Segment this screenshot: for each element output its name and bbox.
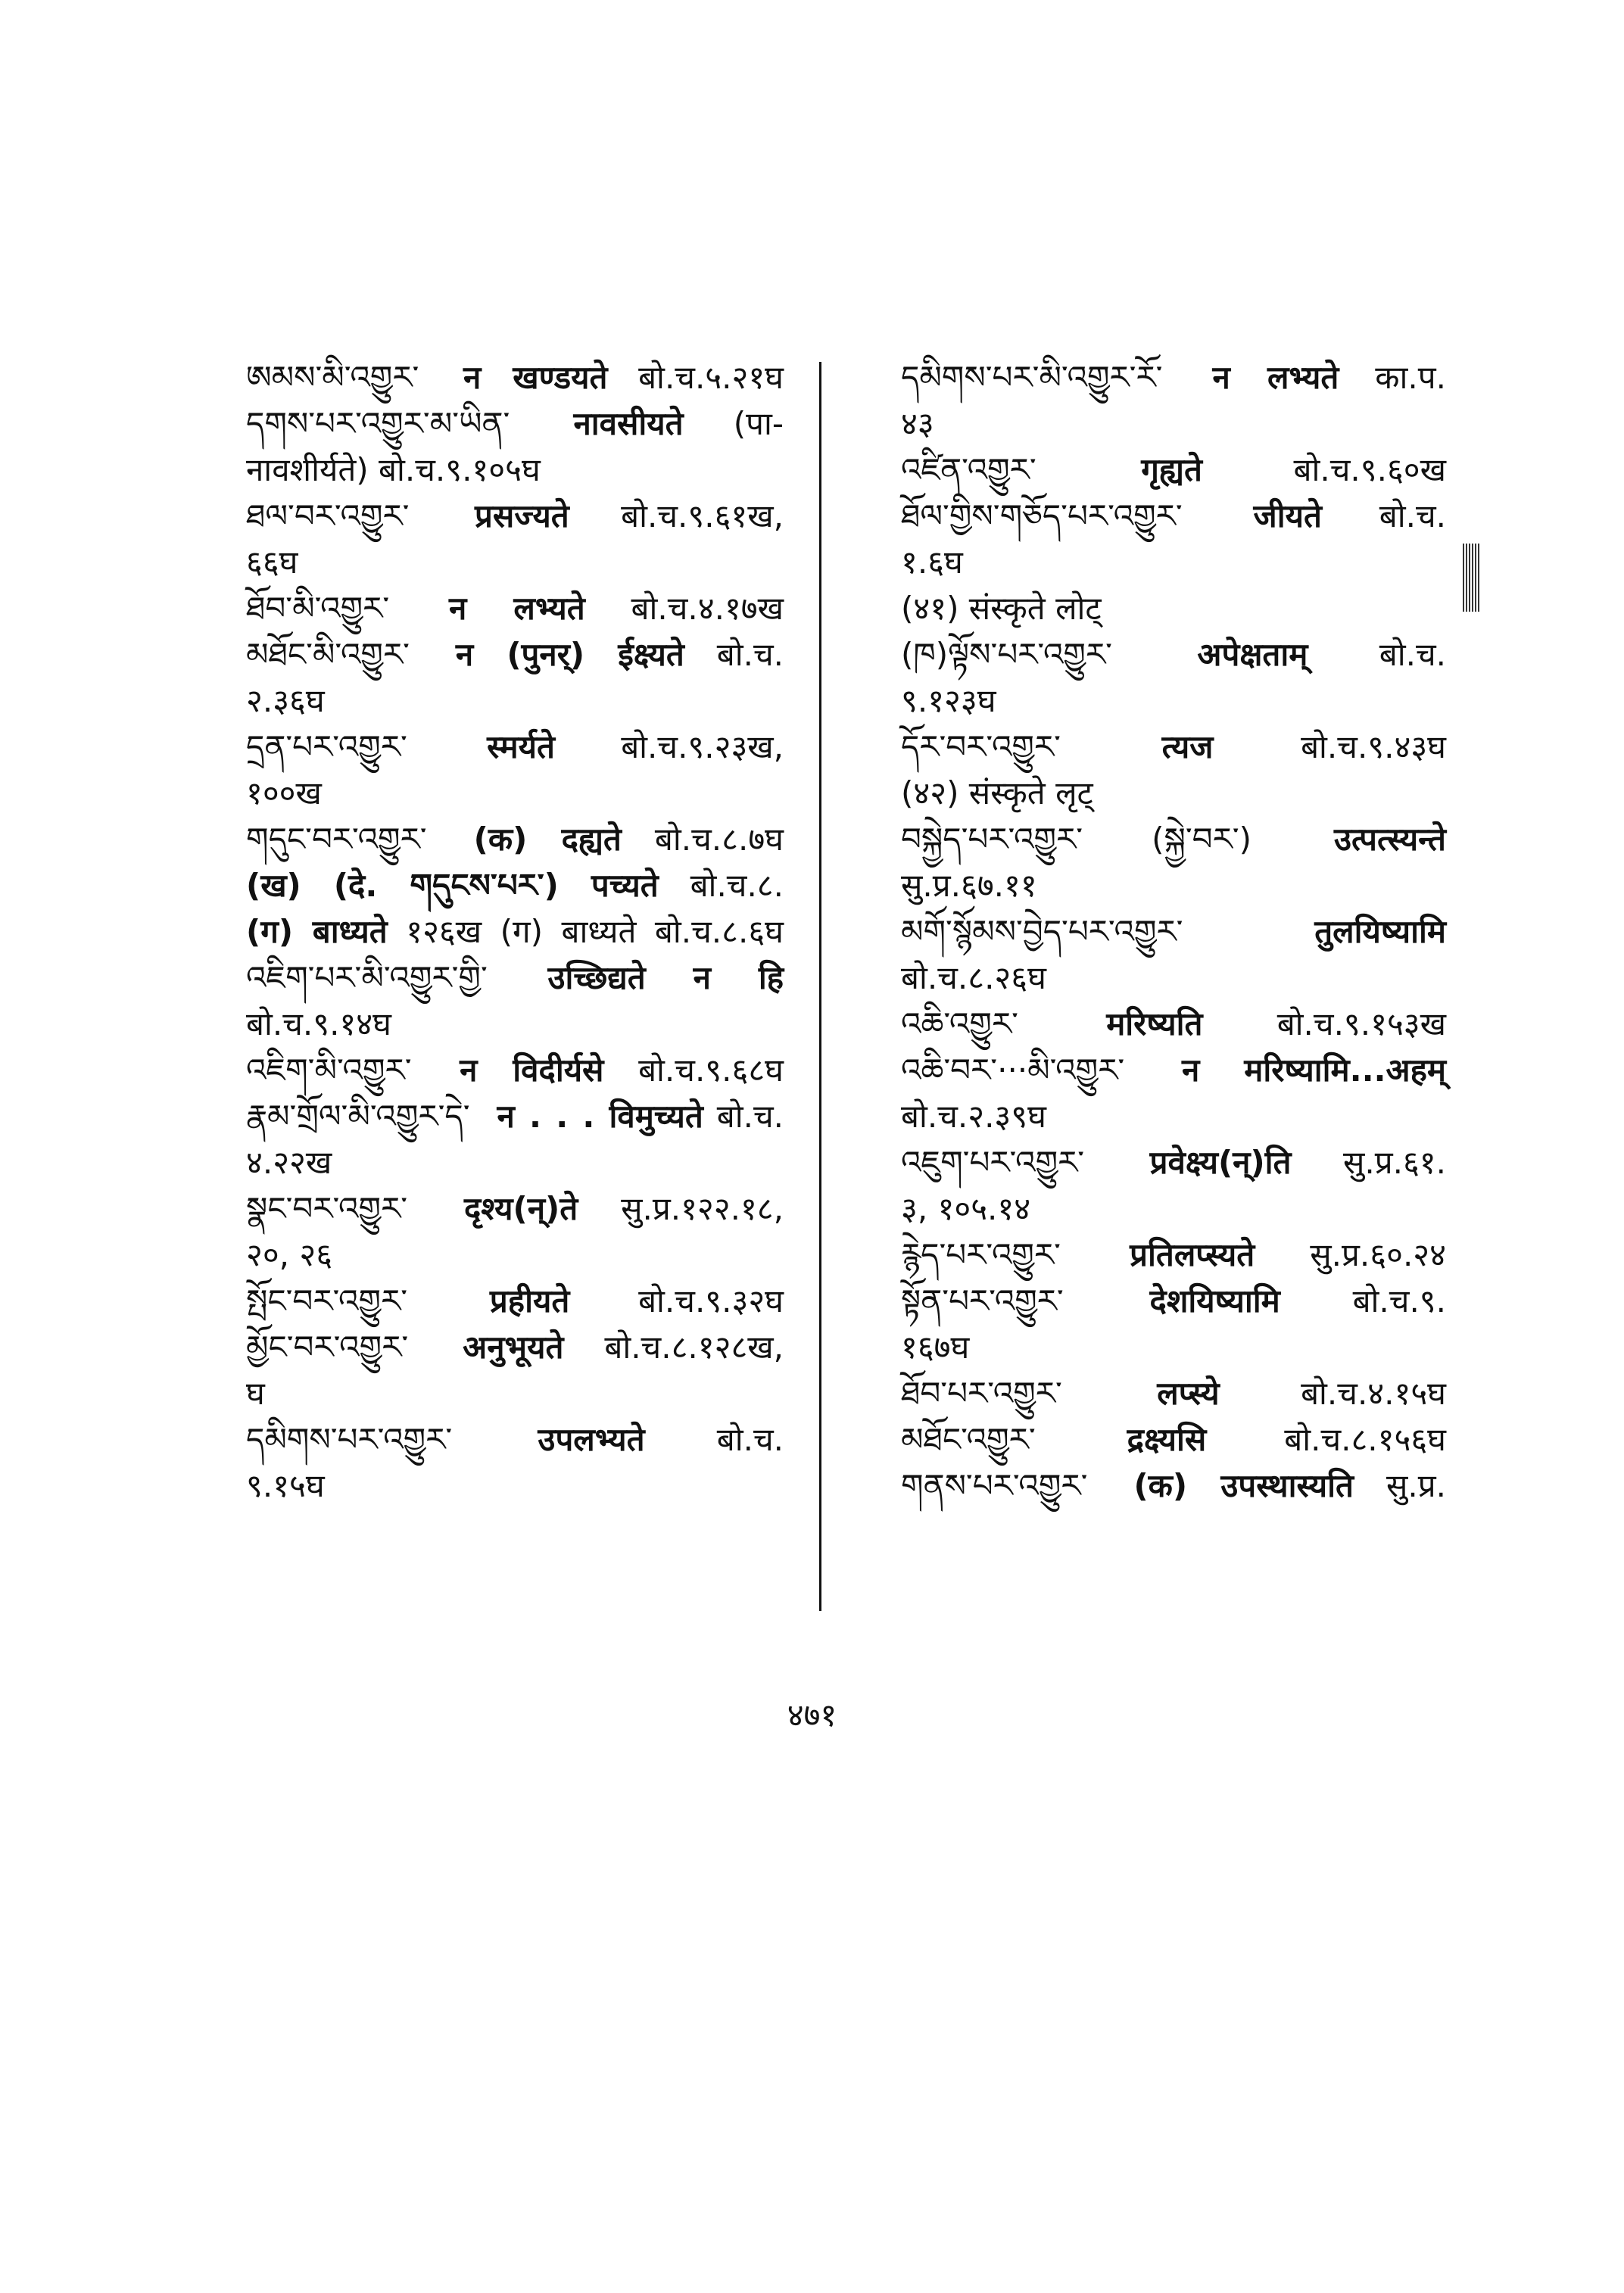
- reference: बो.च.९.४३घ: [1301, 728, 1446, 765]
- entry-line: [246, 770, 784, 816]
- margin-mark: [1463, 544, 1479, 612]
- tibetan-term: དོར་བར་འགྱུར་: [901, 728, 1061, 765]
- tibetan-term: མགོ་སྙོམས་བྱེད་པར་འགྱུར་: [901, 913, 1183, 950]
- tibetan-term: རྣམ་གྲོལ་མི་འགྱུར་དེ་: [246, 1098, 470, 1135]
- reference: बो.च.: [1379, 636, 1446, 673]
- tibetan-term: གནས་པར་འགྱུར་: [901, 1467, 1088, 1504]
- entry-line: [246, 1416, 784, 1463]
- reference: बो.च.: [716, 636, 784, 673]
- reference: बो.च.४.१५घ: [1301, 1375, 1446, 1412]
- sanskrit-term: प्रसज्यते: [475, 497, 569, 534]
- sanskrit-term: जीयते: [1253, 497, 1322, 534]
- entry-line: [901, 955, 1446, 1001]
- tibetan-term: འཇུག་པར་འགྱུར་: [901, 1144, 1085, 1181]
- entry-line: [901, 1047, 1446, 1093]
- entry-line: [246, 585, 784, 631]
- entry-line: [246, 1232, 784, 1278]
- entry-line: [901, 1463, 1446, 1509]
- entry-line: [246, 400, 784, 447]
- entry-line: [246, 447, 784, 493]
- entry-line: [901, 447, 1446, 493]
- sanskrit-term: (ख) (दे. གདུངས་པར་) पच्यते: [246, 867, 659, 904]
- tibetan-term: ཐལ་བར་འགྱུར་: [246, 497, 410, 534]
- reference: बो.च.९.१५३ख: [1276, 1005, 1446, 1042]
- sanskrit-term: प्रहीयते: [489, 1282, 570, 1319]
- entry-line: [246, 678, 784, 724]
- sanskrit-term: तुलयिष्यामि: [1314, 913, 1446, 950]
- reference: (४२) संस्कृते लृट्: [901, 774, 1093, 812]
- sanskrit-term: न लभ्यते: [449, 590, 585, 627]
- entry-line: [246, 631, 784, 678]
- entry-line: [901, 678, 1446, 724]
- tibetan-term: ཐོབ་མི་འགྱུར་: [246, 590, 390, 627]
- sanskrit-term: न विदीर्यसे: [460, 1051, 604, 1089]
- entry-line: [901, 908, 1446, 955]
- reference: बो.च.५.२१घ: [638, 359, 784, 396]
- entry-line: [246, 1463, 784, 1509]
- reference: ४३: [901, 405, 934, 442]
- sanskrit-term: न (पुनर्) ईक्ष्यते: [455, 636, 684, 673]
- entry-line: [901, 631, 1446, 678]
- left-column: [246, 354, 784, 1509]
- entry-line: [901, 585, 1446, 631]
- tibetan-term: ཨམས་མི་འགྱུར་: [246, 359, 419, 396]
- tibetan-term: འཆི་འགྱུར་: [901, 1005, 1018, 1042]
- entry-line: [246, 1185, 784, 1232]
- reference: सु.प्र.६१.: [1342, 1144, 1446, 1181]
- entry-line: [901, 862, 1446, 908]
- reference: सु.प्र.६७.११: [901, 867, 1037, 904]
- entry-line: [246, 1324, 784, 1370]
- reference: बो.च.९.१४घ: [246, 1005, 391, 1042]
- reference: सु.प्र.: [1386, 1467, 1446, 1504]
- reference: १२६ख (ग) बाध्यते बो.च.८.६घ: [406, 913, 784, 950]
- reference: बो.च.८.२६घ: [901, 959, 1046, 996]
- entry-line: [246, 955, 784, 1001]
- entry-line: [246, 354, 784, 400]
- sanskrit-term: मरिष्यति: [1106, 1005, 1203, 1042]
- tibetan-term: ཐོབ་པར་འགྱུར་: [901, 1375, 1062, 1412]
- entry-line: [246, 539, 784, 585]
- entry-line: [901, 724, 1446, 770]
- reference: बो.च.: [716, 1098, 784, 1135]
- reference: ६६घ: [246, 544, 298, 581]
- sanskrit-term: उपलभ्यते: [538, 1421, 645, 1458]
- tibetan-term: དམིགས་པར་མི་འགྱུར་རོ་: [901, 359, 1163, 396]
- entry-line: [901, 354, 1446, 400]
- entry-line: [246, 908, 784, 955]
- entry-line: [901, 1139, 1446, 1185]
- reference: बो.च.८.१२८ख,: [604, 1329, 784, 1366]
- reference: १६७घ: [901, 1329, 970, 1366]
- reference: १.६घ: [901, 544, 963, 581]
- tibetan-term: དགས་པར་འགྱུར་མ་ཡིན་: [246, 405, 510, 442]
- tibetan-term: འཇིག་པར་མི་འགྱུར་གྱི་: [246, 959, 488, 996]
- reference: घ: [246, 1375, 265, 1412]
- reference: (पा-: [733, 405, 784, 442]
- entry-line: [246, 493, 784, 539]
- entry-line: [901, 493, 1446, 539]
- tibetan-term: དྲན་པར་འགྱུར་: [246, 728, 407, 765]
- tibetan-term: དམིགས་པར་འགྱུར་: [246, 1421, 453, 1458]
- entry-line: [901, 1232, 1446, 1278]
- entry-line: [246, 1001, 784, 1047]
- sanskrit-term: उत्पत्स्यन्ते: [1334, 821, 1446, 858]
- reference: २०, २६: [246, 1236, 333, 1273]
- reference: सु.प्र.६०.२४: [1310, 1236, 1446, 1273]
- reference: सु.प्र.१२२.१८,: [621, 1190, 784, 1227]
- tibetan-term: རྙེད་པར་འགྱུར་: [901, 1236, 1061, 1273]
- tibetan-term: སྟོན་པར་འགྱུར་: [901, 1282, 1064, 1319]
- entry-line: [246, 816, 784, 862]
- reference: बो.च.९.२३ख,: [621, 728, 784, 765]
- entry-line: [901, 1093, 1446, 1139]
- reference: बो.च.९.६८घ: [638, 1051, 784, 1089]
- entry-line: [901, 1001, 1446, 1047]
- reference: का.प.: [1375, 359, 1446, 396]
- sanskrit-term: न . . . विमुच्यते: [497, 1098, 703, 1135]
- reference: ४.२२ख: [246, 1144, 332, 1181]
- reference: बो.च.: [1379, 497, 1446, 534]
- reference: बो.च.८.७घ: [654, 821, 784, 858]
- tibetan-term: བསྐྱེད་པར་འགྱུར་ (སྐྱེ་བར་): [901, 821, 1252, 858]
- sanskrit-term: (क) दह्यते: [473, 821, 622, 858]
- reference: नावशीर्यते) बो.च.९.१०५घ: [246, 451, 541, 488]
- tibetan-term: སྣང་བར་འགྱུར་: [246, 1190, 408, 1227]
- entry-line: [246, 1139, 784, 1185]
- reference: बो.च.९.६०ख: [1293, 451, 1446, 488]
- sanskrit-term: दृश्य(न्)ते: [464, 1190, 578, 1227]
- entry-line: [246, 862, 784, 908]
- reference: ९.१२३घ: [901, 682, 996, 719]
- reference: बो.च.४.१७ख: [631, 590, 784, 627]
- tibetan-term: མཐོང་མི་འགྱུར་: [246, 636, 410, 673]
- reference: बो.च.८.: [690, 867, 784, 904]
- reference: १००ख: [246, 774, 322, 812]
- entry-line: [246, 1093, 784, 1139]
- entry-line: [901, 816, 1446, 862]
- tibetan-term: འཆི་བར་···མི་འགྱུར་: [901, 1051, 1125, 1089]
- tibetan-term: གདུང་བར་འགྱུར་: [246, 821, 427, 858]
- sanskrit-term: न खण्डयते: [463, 359, 608, 396]
- column-divider: [819, 362, 821, 1611]
- sanskrit-term: अनुभूयते: [463, 1329, 564, 1366]
- reference: बो.च.९.३२घ: [638, 1282, 784, 1319]
- entry-line: [246, 1370, 784, 1416]
- tibetan-term: སྤོང་བར་འགྱུར་: [246, 1282, 408, 1319]
- right-column: [901, 354, 1446, 1509]
- sanskrit-term: न मरिष्यामि...अहम्: [1181, 1051, 1446, 1089]
- entry-line: [901, 1416, 1446, 1463]
- entry-line: [901, 400, 1446, 447]
- reference: बो.च.८.१५६घ: [1284, 1421, 1446, 1458]
- reference: बो.च.९.६१ख,: [621, 497, 784, 534]
- sanskrit-term: लप्स्ये: [1157, 1375, 1220, 1412]
- sanskrit-term: उच्छिद्यते न हि: [547, 959, 784, 996]
- sanskrit-term: त्यज: [1161, 728, 1214, 765]
- reference: २.३६घ: [246, 682, 325, 719]
- sanskrit-term: गृह्यते: [1141, 451, 1202, 488]
- entry-line: [246, 1047, 784, 1093]
- tibetan-term: ཐོལ་གྱིས་གཅོད་པར་འགྱུར་: [901, 497, 1183, 534]
- sanskrit-term: देशयिष्यामि: [1149, 1282, 1280, 1319]
- entry-line: [246, 1278, 784, 1324]
- reference: बो.च.९.: [1352, 1282, 1446, 1319]
- sanskrit-term: (क) उपस्थास्यति: [1133, 1467, 1354, 1504]
- sanskrit-term: द्रक्ष्यसि: [1127, 1421, 1207, 1458]
- sanskrit-term: (ग) बाध्यते: [246, 913, 388, 950]
- reference: ९.१५घ: [246, 1467, 325, 1504]
- reference: बो.च.: [716, 1421, 784, 1458]
- reference: बो.च.२.३९घ: [901, 1098, 1046, 1135]
- page-number: ४७१: [787, 1696, 837, 1734]
- entry-line: [901, 1278, 1446, 1324]
- sanskrit-term: स्मर्यते: [487, 728, 555, 765]
- sanskrit-term: नावसीयते: [573, 405, 684, 442]
- entry-line: [901, 1185, 1446, 1232]
- tibetan-term: (ཁ)ལྟོས་པར་འགྱུར་: [901, 636, 1112, 673]
- tibetan-term: མྱོང་བར་འགྱུར་: [246, 1329, 409, 1366]
- entry-line: [901, 539, 1446, 585]
- entry-line: [901, 1324, 1446, 1370]
- sanskrit-term: प्रतिलप्स्यते: [1130, 1236, 1255, 1273]
- sanskrit-term: अपेक्षताम्: [1197, 636, 1308, 673]
- entry-line: [901, 770, 1446, 816]
- tibetan-term: འཇིག་མི་འགྱུར་: [246, 1051, 412, 1089]
- reference: ३, १०५.१४: [901, 1190, 1031, 1227]
- tibetan-term: འཛིན་འགྱུར་: [901, 451, 1036, 488]
- sanskrit-term: न लभ्यते: [1212, 359, 1339, 396]
- entry-line: [246, 724, 784, 770]
- reference: (४१) संस्कृते लोट्: [901, 590, 1102, 627]
- sanskrit-term: प्रवेक्ष्य(न्)ति: [1149, 1144, 1292, 1181]
- tibetan-term: མཐོང་འགྱུར་: [901, 1421, 1036, 1458]
- entry-line: [901, 1370, 1446, 1416]
